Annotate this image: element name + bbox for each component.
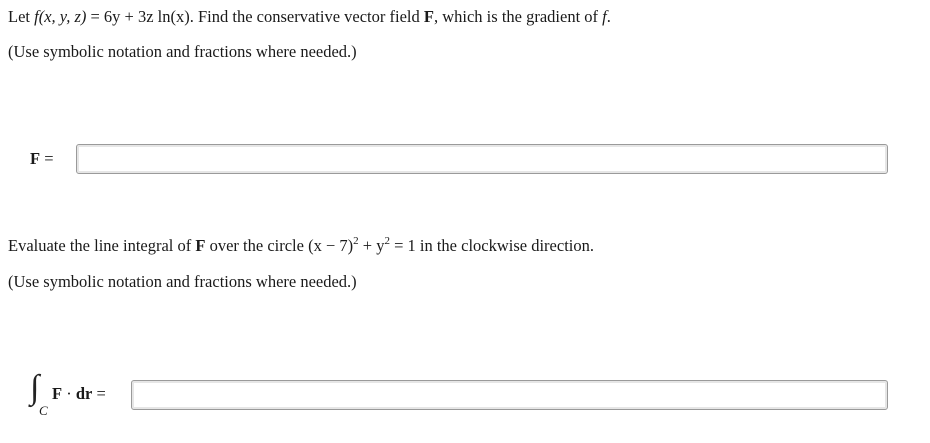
q2-prefix: Evaluate the line integral of (8, 236, 196, 255)
q2-answer-input[interactable] (131, 380, 888, 410)
integral-symbol: ∫ (30, 369, 40, 406)
q2-answer-label-field: F (52, 384, 63, 403)
q1-field: F (423, 7, 434, 26)
q2-plus: + y (358, 236, 385, 255)
question-2-text (8, 236, 594, 256)
q2-answer-label (52, 384, 106, 404)
q1-suffix: , which is the gradient of (433, 7, 603, 26)
q2-answer-label-eq: = (92, 384, 106, 403)
q1-answer-label-field: F (30, 149, 41, 168)
integral-subscript: C (39, 403, 48, 418)
q1-function: f(x, y, z) (34, 7, 87, 26)
q1-answer-input[interactable] (76, 144, 888, 174)
q1-end: . (606, 7, 611, 26)
q2-exponent-2: 2 (384, 235, 390, 247)
question-1-hint: (Use symbolic notation and fractions where needed.) (8, 42, 357, 61)
q1-answer-label (30, 149, 54, 169)
q2-exponent-1: 2 (353, 235, 359, 247)
q1-prefix: Let (8, 7, 35, 26)
q2-suffix: = 1 in the clockwise direction. (389, 236, 594, 255)
question-1-text (8, 7, 611, 27)
q2-answer-label-dr: dr (75, 384, 93, 403)
q2-answer-label-dot: · (62, 384, 76, 403)
q1-function-name: f (602, 7, 607, 26)
q1-equation: = 6y + 3z ln(x). Find the conservative vector field (86, 7, 424, 26)
q2-field: F (195, 236, 206, 255)
question-2-hint: (Use symbolic notation and fractions where needed.) (8, 272, 357, 291)
q2-mid: over the circle (x − 7) (205, 236, 354, 255)
q1-answer-label-eq: = (40, 149, 54, 168)
